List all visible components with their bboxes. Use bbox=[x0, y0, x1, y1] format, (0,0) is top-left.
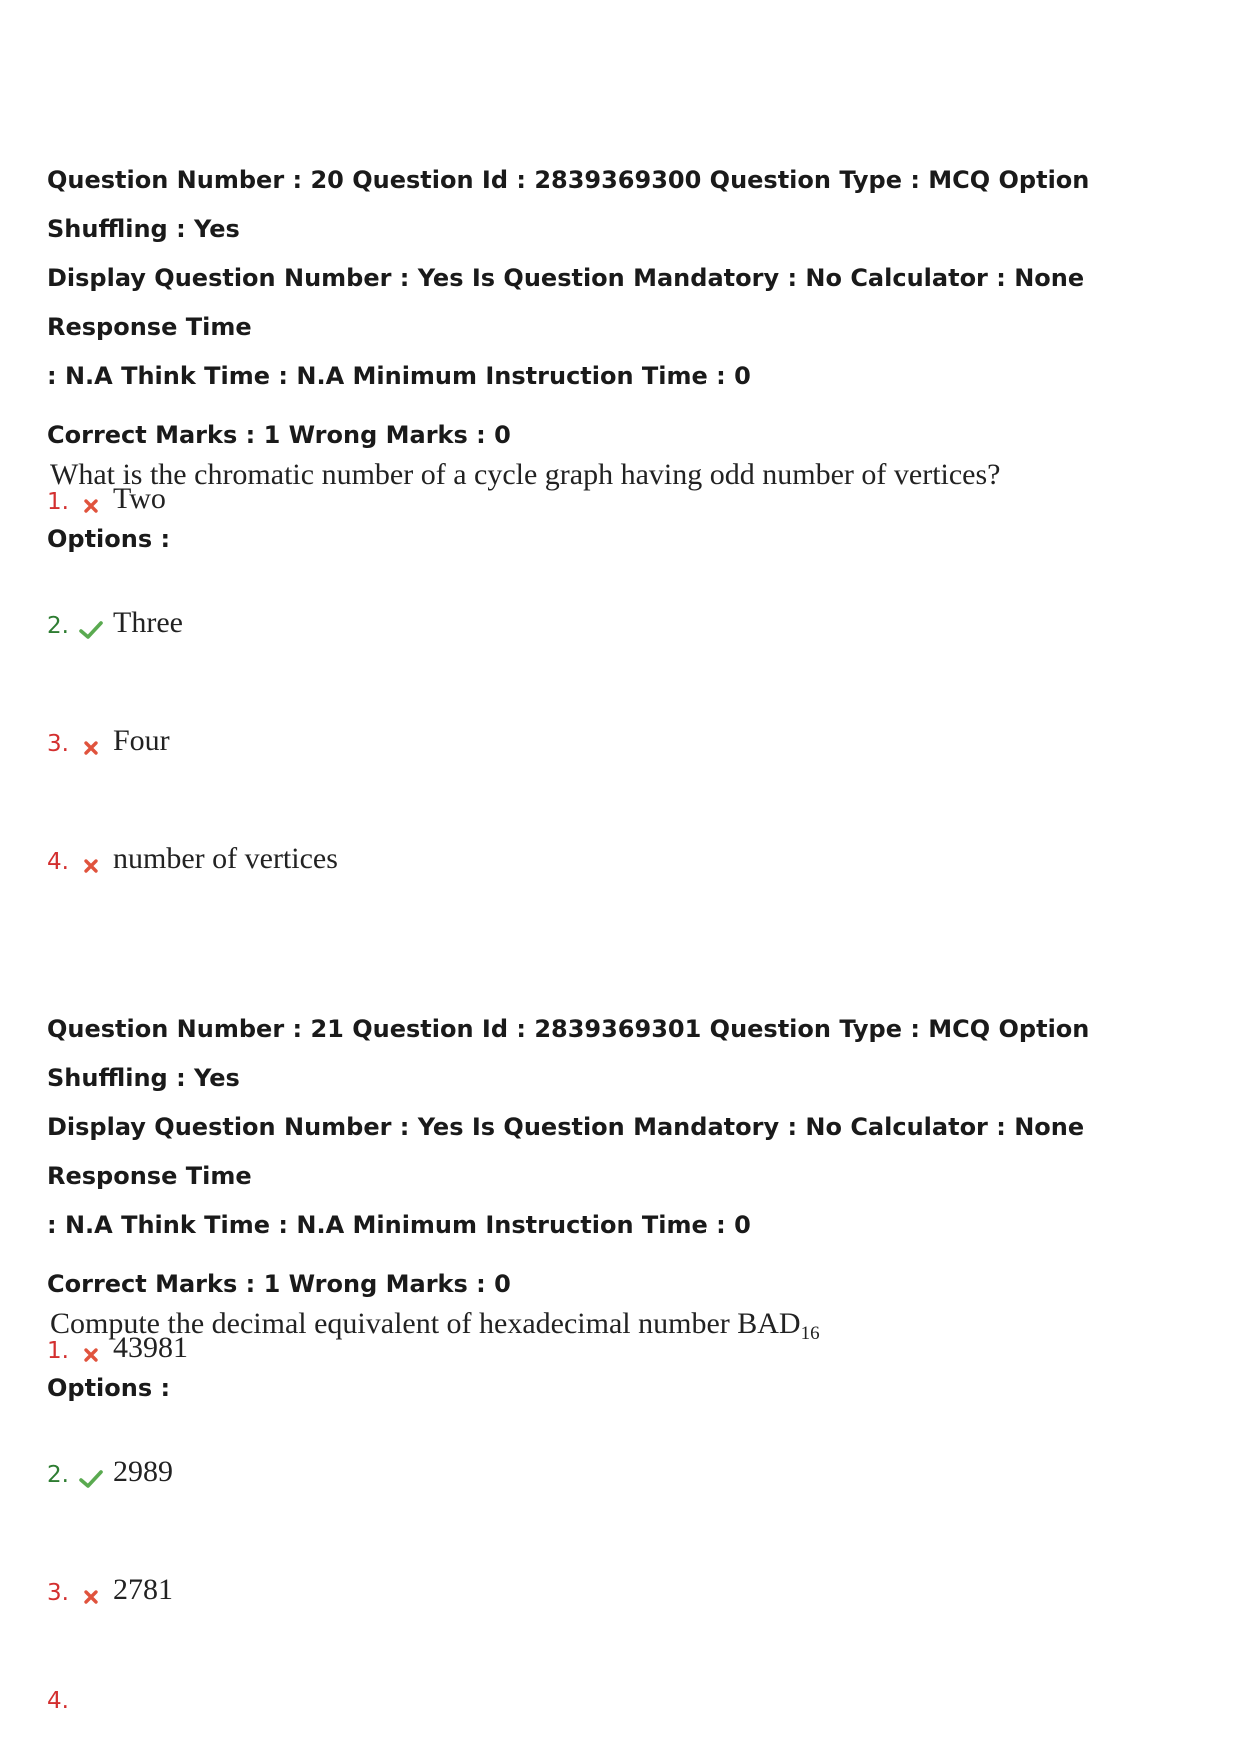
question-marks: Correct Marks : 1 Wrong Marks : 0 bbox=[47, 421, 511, 449]
option-text: Three bbox=[113, 606, 183, 639]
option-item[interactable] bbox=[47, 842, 338, 882]
cross-mark-icon bbox=[77, 738, 105, 758]
question-meta-line1: Question Number : 20 Question Id : 2839369300 Question Type : MCQ Option Shuffling : Yes bbox=[47, 166, 1090, 243]
option-item[interactable] bbox=[47, 482, 166, 522]
option-item[interactable] bbox=[47, 606, 183, 646]
question-block-21 bbox=[47, 1005, 1207, 1403]
question-marks: Correct Marks : 1 Wrong Marks : 0 bbox=[47, 1270, 511, 1298]
option-number: 3. bbox=[47, 1580, 69, 1606]
question-meta-line2: Display Question Number : Yes Is Question Mandatory : No Calculator : None Response Time bbox=[47, 264, 1085, 341]
cross-mark-icon bbox=[77, 496, 105, 516]
question-text bbox=[50, 1305, 1207, 1353]
option-item[interactable] bbox=[47, 1331, 188, 1371]
option-item[interactable] bbox=[47, 1455, 173, 1495]
option-text: 2989 bbox=[113, 1455, 173, 1488]
option-number: 2. bbox=[47, 613, 69, 639]
question-meta-line1: Question Number : 21 Question Id : 2839369301 Question Type : MCQ Option Shuffling : Yes bbox=[47, 1015, 1090, 1092]
cross-mark-icon bbox=[77, 1345, 105, 1365]
cross-mark-icon bbox=[77, 1587, 105, 1607]
check-mark-icon bbox=[77, 1469, 105, 1489]
option-number: 4. bbox=[47, 849, 69, 875]
question-text-subscript: 16 bbox=[800, 1323, 820, 1344]
option-item[interactable] bbox=[47, 1681, 85, 1721]
question-meta-line2: Display Question Number : Yes Is Question Mandatory : No Calculator : None Response Time bbox=[47, 1113, 1085, 1190]
option-number: 4. bbox=[47, 1688, 69, 1714]
question-block-20 bbox=[47, 156, 1207, 554]
check-mark-icon bbox=[77, 620, 105, 640]
question-text-main: What is the chromatic number of a cycle graph having odd number of vertices? bbox=[50, 458, 1001, 491]
option-item[interactable] bbox=[47, 724, 170, 764]
options-heading: Options : bbox=[47, 1374, 171, 1402]
options-heading: Options : bbox=[47, 525, 171, 553]
option-number: 1. bbox=[47, 1338, 69, 1364]
cross-mark-icon bbox=[77, 856, 105, 876]
question-text-main: Compute the decimal equivalent of hexadecimal number BAD bbox=[50, 1307, 801, 1340]
option-item[interactable] bbox=[47, 1573, 173, 1613]
question-meta-line3: : N.A Think Time : N.A Minimum Instruction Time : 0 bbox=[47, 362, 751, 390]
option-number: 2. bbox=[47, 1462, 69, 1488]
option-number: 3. bbox=[47, 731, 69, 757]
option-number: 1. bbox=[47, 489, 69, 515]
option-text: 2781 bbox=[113, 1573, 173, 1606]
option-text: number of vertices bbox=[113, 842, 338, 875]
option-text: Four bbox=[113, 724, 170, 757]
option-text: Two bbox=[113, 482, 166, 515]
question-text bbox=[50, 456, 1207, 504]
option-text: 43981 bbox=[113, 1331, 188, 1364]
question-meta-line3: : N.A Think Time : N.A Minimum Instruction Time : 0 bbox=[47, 1211, 751, 1239]
